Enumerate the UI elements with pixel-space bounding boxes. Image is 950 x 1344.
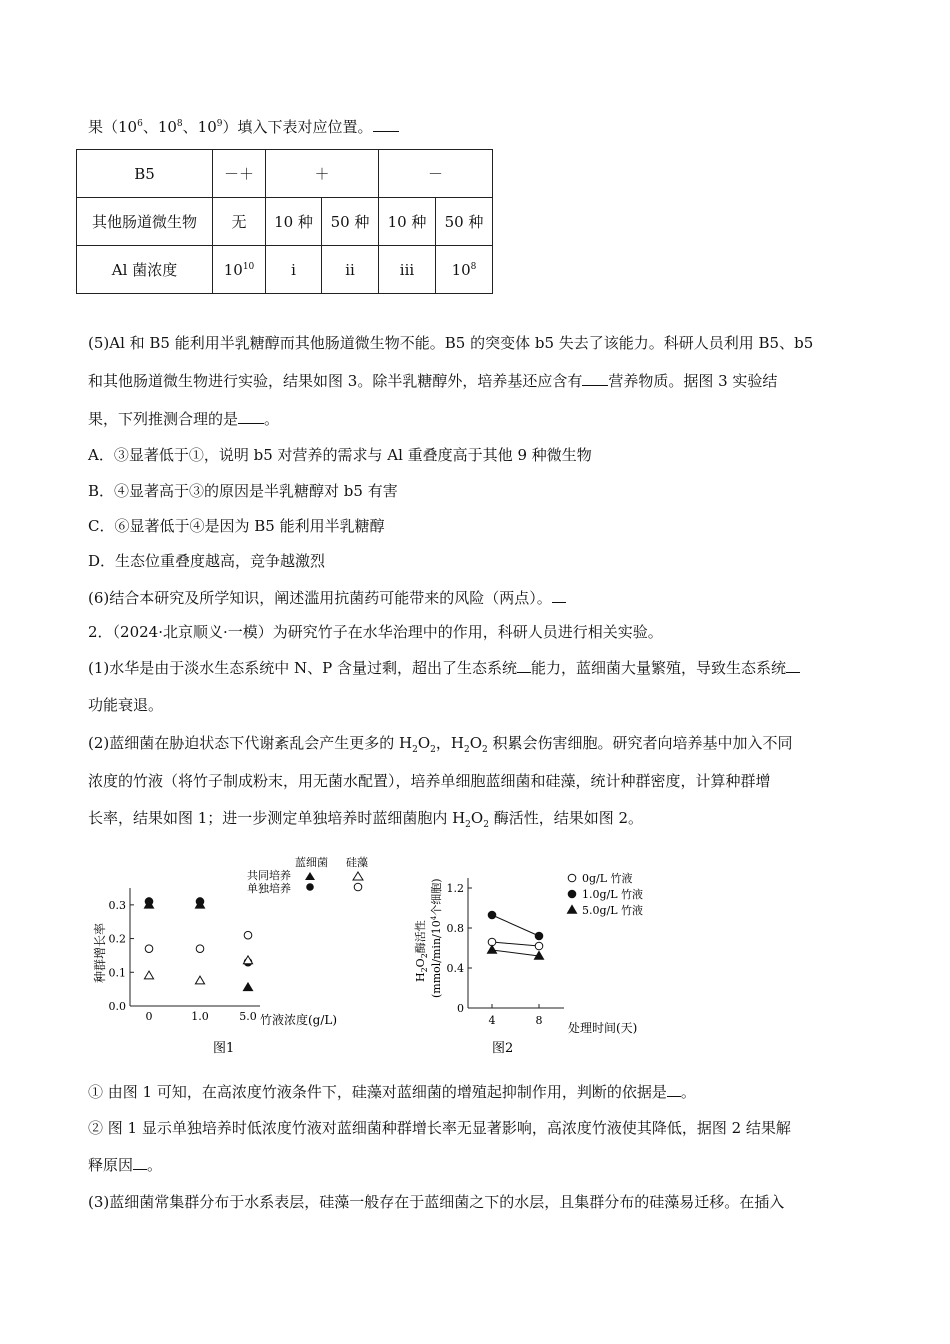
fig2-ylabel: $H_2O_2$酶活性 (414, 920, 429, 982)
fig2-ylabel-unit: ($mmol/\min/10^4$个细胞) (430, 878, 443, 998)
intro-line: 果（$10^6$、$10^8$、$10^9$）填入下表对应位置。 (88, 117, 399, 137)
sub2-line1: ② 图 1 显示单独培养时低浓度竹液对蓝细菌种群增长率无显著影响，高浓度竹液使其降低，据图 2 结果解 (88, 1119, 791, 1137)
legend-open-triangle-marker (353, 872, 363, 880)
fig1-ytick-label: 0.0 (108, 1000, 126, 1013)
table-row (77, 198, 493, 246)
q2-title: 2．（2024·北京顺义·一模）为研究竹子在水华治理中的作用，科研人员进行相关实验。 (88, 623, 663, 641)
fig1-point-filled-circle (196, 898, 204, 906)
legend-filled-circle-marker (306, 883, 314, 891)
answer-blank (133, 1155, 147, 1170)
table-row (77, 150, 493, 198)
answer-blank (373, 117, 399, 132)
fig2-legend-label: 5.0g/L 竹液 (582, 904, 644, 917)
fig1-point-open-circle (244, 931, 252, 939)
data-table (76, 149, 493, 294)
q5-line2: 和其他肠道微生物进行实验，结果如图 3。除半乳糖醇外，培养基还应含有 营养物质。据图 3 实验结 (88, 372, 778, 390)
fig1-point-filled-circle (145, 898, 153, 906)
q2-p2-line1: (2)蓝细菌在胁迫状态下代谢紊乱会产生更多的 $H_2O_2$，$H_2O_2$ 积累会伤害细胞。研究者向培养基中加入不同 (88, 734, 793, 755)
table-cell: － (379, 150, 493, 198)
legend-col-cyanobacteria: 蓝细菌 (295, 856, 328, 869)
table-cell: B5 (77, 150, 213, 198)
table-cell: ＋ (266, 150, 379, 198)
table-cell: 其他肠道微生物 (77, 198, 213, 246)
sub1-line: ① 由图 1 可知，在高浓度竹液条件下，硅藻对蓝细菌的增殖起抑制作用，判断的依据是 。 (88, 1083, 696, 1101)
fig2-legend-label: 1.0g/L 竹液 (582, 888, 644, 901)
table-cell: －＋ (213, 150, 266, 198)
fig1-ytick-label: 0.3 (108, 898, 126, 912)
fig2-series-line (492, 942, 539, 946)
fig2-xtick-label: 4 (488, 1014, 496, 1027)
legend-col-diatom: 硅藻 (346, 856, 368, 869)
figure-1-chart (88, 848, 388, 1060)
fig1-ytick-label: 0.2 (108, 932, 126, 946)
answer-blank (667, 1082, 681, 1097)
fig2-legend-marker (568, 874, 576, 882)
answer-blank (552, 588, 566, 603)
table-cell: 50 种 (322, 198, 379, 246)
option-b: B．④显著高于③的原因是半乳糖醇对 b5 有害 (88, 482, 398, 500)
legend-row-monoculture: 单独培养 (247, 882, 291, 895)
answer-blank (517, 658, 531, 673)
fig1-ytick-label: 0.1 (108, 966, 126, 980)
q2-p2-line2: 浓度的竹液（将竹子制成粉末，用无菌水配置），培养单细胞蓝细菌和硅藻，统计种群密度，计算种群增 (88, 772, 771, 790)
fig1-xlabel: 竹液浓度(g/L) (260, 1013, 338, 1027)
table-row (77, 246, 493, 294)
table-cell: 10 种 (266, 198, 322, 246)
fig2-legend-label: 0g/L 竹液 (582, 872, 633, 885)
q5-line3: 果，下列推测合理的是 。 (88, 410, 280, 428)
fig1-xtick-label: 1.0 (191, 1010, 209, 1023)
legend-row-coculture: 共同培养 (247, 869, 291, 882)
legend-filled-triangle-marker (305, 872, 315, 880)
answer-blank (238, 409, 264, 424)
fig2-series-line (492, 950, 539, 956)
fig1-point-open-circle (145, 945, 153, 953)
legend-open-circle-marker (354, 883, 362, 891)
q2-p2-line3: 长率，结果如图 1；进一步测定单独培养时蓝细菌胞内 $H_2O_2$ 酶活性，结果如图 2。 (88, 809, 644, 830)
table-cell: Al 菌浓度 (77, 246, 213, 294)
table-cell: i (266, 246, 322, 294)
q2-p1-line1: (1)水华是由于淡水生态系统中 N、P 含量过剩，超出了生态系统 能力，蓝细菌大量繁殖，导致生态系统 (88, 658, 800, 678)
sub2-line2: 释原因 。 (88, 1156, 163, 1174)
fig2-point-filled-triangle (487, 945, 496, 953)
table-cell: $10^{10}$ (213, 246, 266, 294)
fig1-ylabel: 种群增长率 (93, 922, 107, 983)
fig2-point-filled-circle (535, 932, 543, 940)
fig1-xtick-label: 0 (145, 1010, 153, 1023)
table-cell: $10^8$ (436, 246, 493, 294)
fig2-xlabel: 处理时间(天) (568, 1021, 638, 1035)
figure-2-chart (404, 860, 654, 1060)
fig2-point-filled-circle (488, 911, 496, 919)
fig2-xtick-label: 8 (535, 1014, 543, 1027)
table-cell: iii (379, 246, 436, 294)
table-cell: ii (322, 246, 379, 294)
fig2-legend-marker (568, 890, 576, 898)
fig1-point-open-triangle (195, 976, 204, 984)
fig1-xtick-label: 5.0 (239, 1010, 257, 1023)
fig2-ytick-label: 0.8 (446, 922, 464, 935)
fig2-ytick-label: 1.2 (446, 882, 464, 895)
fig1-point-filled-triangle (243, 983, 252, 991)
answer-blank (786, 658, 800, 673)
q2-p1-line2: 功能衰退。 (88, 696, 164, 714)
q5-line1: (5)Al 和 B5 能利用半乳糖醇而其他肠道微生物不能。B5 的突变体 b5 失去了该能力。科研人员利用 B5、b5 (88, 334, 814, 352)
table-cell: 无 (213, 198, 266, 246)
fig2-series-line (492, 915, 539, 936)
option-d: D．生态位重叠度越高，竞争越激烈 (88, 552, 326, 570)
fig2-ytick-label: 0.4 (446, 962, 464, 975)
fig2-legend-marker (567, 905, 576, 913)
option-c: C．⑥显著低于④是因为 B5 能利用半乳糖醇 (88, 517, 385, 535)
table-cell: 10 种 (379, 198, 436, 246)
q2-p3-line: (3)蓝细菌常集群分布于水系表层，硅藻一般存在于蓝细菌之下的水层，且集群分布的硅藻易迁移。在插入 (88, 1193, 785, 1211)
fig1-point-open-triangle (144, 971, 153, 979)
answer-blank (582, 371, 608, 386)
fig1-title: 图1 (213, 1041, 235, 1056)
fig1-point-open-circle (196, 945, 204, 953)
option-a: A．③显著低于①，说明 b5 对营养的需求与 Al 重叠度高于其他 9 种微生物 (88, 446, 592, 464)
fig2-point-open-circle (535, 942, 543, 950)
table-cell: 50 种 (436, 198, 493, 246)
fig2-title: 图2 (492, 1041, 514, 1056)
q6-line: (6)结合本研究及所学知识，阐述滥用抗菌药可能带来的风险（两点）。 (88, 588, 566, 608)
fig2-ytick-label: 0 (457, 1002, 464, 1015)
